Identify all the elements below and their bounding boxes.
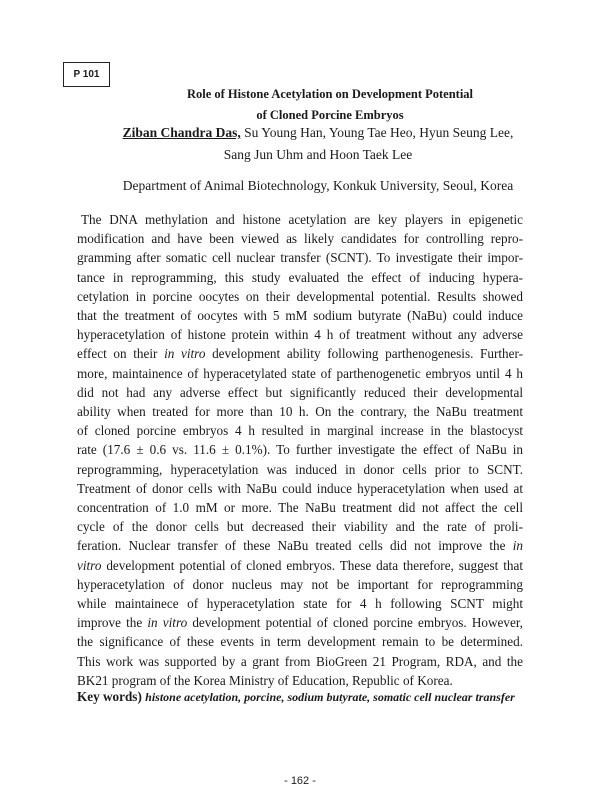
abstract-line <box>77 440 523 459</box>
abstract-line <box>77 498 523 517</box>
abstract-text: effect on their <box>77 346 165 362</box>
abstract-text: did not had any adverse effect but significantly reduced their developmental <box>77 384 523 400</box>
abstract-line <box>77 383 523 402</box>
authors-line-2: Sang Jun Uhm and Hoon Taek Lee <box>223 147 413 162</box>
abstract-text: rate (17.6 ± 0.6 vs. 11.6 ± 0.1%). To further investigate the effect of NaBu in <box>77 442 523 458</box>
abstract-line <box>77 268 523 287</box>
abstract-line <box>77 613 523 632</box>
abstract-line <box>77 287 523 306</box>
abstract-text: tance in reprogramming, this study evaluated the effect of inducing hypera- <box>77 269 523 285</box>
abstract-line <box>77 594 523 613</box>
abstract-italic-text: in vitro <box>164 346 206 362</box>
abstract-line <box>77 632 523 651</box>
abstract-text: Treatment of donor cells with NaBu could induce hyperacetylation when used at <box>77 480 523 496</box>
abstract-text: concentration of 1.0 mM or more. The NaBu treatment did not affect the cell <box>77 500 523 516</box>
affiliation: Department of Animal Biotechnology, Konkuk University, Seoul, Korea <box>122 178 514 193</box>
abstract-line <box>77 306 523 325</box>
abstract-text: hyperacetylation of donor nucleus may not be important for reprogramming <box>77 576 523 592</box>
keywords-label: Key words) <box>77 689 142 704</box>
abstract-line <box>77 229 523 248</box>
lead-author: Ziban Chandra Das, <box>122 125 241 140</box>
abstract-text: of cloned porcine embryos 4 h resulted in marginal increase in the blastocyst <box>77 423 523 439</box>
abstract-text: while maintainece of hyperacetylation state for 4 h following SCNT might <box>77 596 523 612</box>
abstract-line <box>77 536 523 555</box>
poster-id-box: P 101 <box>63 62 110 87</box>
abstract-line <box>77 402 523 421</box>
abstract-line <box>77 248 523 267</box>
abstract-text: reprogramming, hyperacetylation was induced in donor cells prior to SCNT. <box>77 461 523 477</box>
abstract-text: cetylation in porcine oocytes on their developmental potential. Results showed <box>77 288 523 304</box>
abstract-text: improve the <box>77 615 148 631</box>
abstract-text: development potential of cloned porcine embryos. However, <box>187 615 523 631</box>
abstract-text: hyperacetylation of histone protein within 4 h of treatment without any adverse <box>77 327 523 343</box>
abstract-body <box>77 210 523 690</box>
abstract-text: The DNA methylation and histone acetylation are key players in epigenetic <box>81 212 523 227</box>
abstract-line <box>77 575 523 594</box>
abstract-line <box>77 344 523 363</box>
abstract-text: feration. Nuclear transfer of these NaBu treated cells did not improve the <box>77 538 513 554</box>
abstract-text: development potential of cloned embryos. These data therefore, suggest that <box>101 557 523 573</box>
co-authors: Su Young Han, Young Tae Heo, Hyun Seung Lee, <box>240 125 514 140</box>
abstract-line <box>77 517 523 536</box>
abstract-text: BK21 program of the Korea Ministry of Education, Republic of Korea. <box>77 672 453 688</box>
abstract-line <box>77 210 523 229</box>
abstract-line <box>77 479 523 498</box>
abstract-text: gramming after somatic cell nuclear transfer (SCNT). To investigate their impor- <box>77 250 523 266</box>
abstract-line <box>77 556 523 575</box>
abstract-line <box>77 421 523 440</box>
abstract-line <box>77 364 523 383</box>
abstract-text: cycle of the donor cells but decreased their viability and the rate of proli- <box>77 519 523 535</box>
abstract-line <box>77 325 523 344</box>
abstract-line <box>77 652 523 671</box>
title-line-2: of Cloned Porcine Embryos <box>256 108 404 122</box>
abstract-text: the significance of these events in term development remain to be determined. <box>77 634 523 650</box>
abstract-text: more, maintainence of hyperacetylated state of parthenogenetic embryos until 4 h <box>77 365 523 381</box>
abstract-text: that the treatment of oocytes with 5 mM sodium butyrate (NaBu) could induce <box>77 308 523 324</box>
keywords <box>77 688 523 706</box>
abstract-italic-text: in vitro <box>147 615 188 631</box>
abstract-text: modification and have been viewed as likely candidates for controlling repro- <box>77 231 523 247</box>
authors-line-1 <box>78 121 558 144</box>
page-number: - 162 - <box>284 775 316 787</box>
abstract-italic-text: vitro <box>77 557 102 573</box>
abstract-text: This work was supported by a grant from BioGreen 21 Program, RDA, and the <box>77 653 523 669</box>
abstract-text: development ability following parthenogenesis. Further- <box>205 346 523 362</box>
abstract-text: ability when treated for more than 10 h. On the contrary, the NaBu treatment <box>77 404 523 420</box>
abstract-italic-text: in <box>512 538 523 554</box>
abstract-line <box>77 460 523 479</box>
title-line-1: Role of Histone Acetylation on Development Potential <box>186 87 474 101</box>
keywords-list: histone acetylation, porcine, sodium butyrate, somatic cell nuclear transfer <box>145 690 515 704</box>
